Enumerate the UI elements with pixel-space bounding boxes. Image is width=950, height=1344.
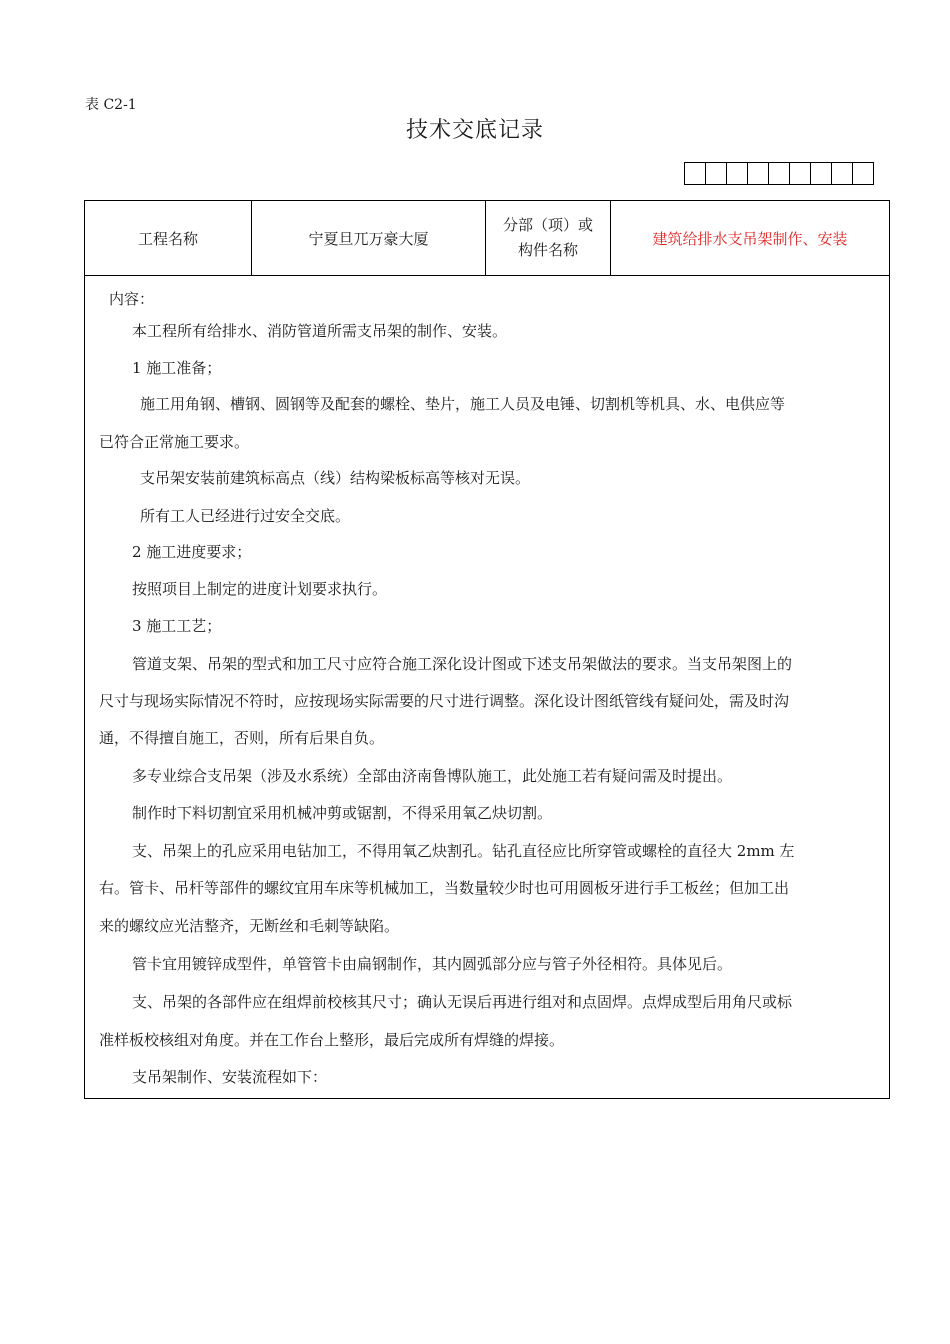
form-code: 表 C2-1 (85, 97, 137, 113)
content-line: 通，不得擅自施工，否则，所有后果自负。 (99, 729, 385, 747)
part-label (486, 201, 611, 275)
content-line: 所有工人已经进行过安全交底。 (140, 507, 351, 525)
content-line: 管道支架、吊架的型式和加工尺寸应符合施工深化设计图或下述支吊架做法的要求。当支吊架图上的 (132, 655, 793, 673)
content-line: 2 施工进度要求； (132, 543, 252, 561)
record-table (84, 200, 890, 1099)
content-line: 支、吊架上的孔应采用电钻加工，不得用氧乙炔割孔。钻孔直径应比所穿管或螺栓的直径大 2mm 左 (132, 842, 795, 860)
content-line: 多专业综合支吊架（涉及水系统）全部由济南鲁博队施工，此处施工若有疑问需及时提出。 (132, 767, 733, 785)
header-row (85, 201, 889, 276)
project-name-label: 工程名称 (85, 201, 252, 275)
content-line: 支、吊架的各部件应在组焊前校核其尺寸；确认无误后再进行组对和点固焊。点焊成型后用角尺或标 (132, 993, 793, 1011)
record-number-boxes (684, 162, 874, 185)
content-line: 支吊架制作、安装流程如下： (132, 1068, 328, 1086)
content-line: 制作时下料切割宜采用机械冲剪或锯割，不得采用氧乙炔切割。 (132, 804, 553, 822)
number-box (705, 162, 727, 185)
part-label-line-1: 分部（项）或 (502, 216, 593, 234)
document-title: 技术交底记录 (405, 118, 544, 143)
number-box (810, 162, 832, 185)
content-line: 施工用角钢、槽钢、圆钢等及配套的螺栓、垫片，施工人员及电锤、切割机等机具、水、电供应等 (140, 395, 786, 413)
number-box (726, 162, 748, 185)
content-label: 内容： (109, 290, 155, 308)
content-line: 3 施工工艺； (132, 617, 222, 635)
number-box (684, 162, 706, 185)
content-line: 已符合正常施工要求。 (99, 433, 250, 451)
content-line: 本工程所有给排水、消防管道所需支吊架的制作、安装。 (132, 322, 508, 340)
content-line: 尺寸与现场实际情况不符时，应按现场实际需要的尺寸进行调整。深化设计图纸管线有疑问处，需及时沟 (99, 692, 790, 710)
content-line: 右。管卡、吊杆等部件的螺纹宜用车床等机械加工，当数量较少时也可用圆板牙进行手工板丝；但加工出 (99, 879, 790, 897)
number-box (768, 162, 790, 185)
part-label-line-2: 构件名称 (517, 241, 578, 259)
project-name-value: 宁夏旦兀万豪大厦 (252, 201, 486, 275)
part-value: 建筑给排水支吊架制作、安装 (652, 229, 848, 248)
number-box (747, 162, 769, 185)
number-box (831, 162, 853, 185)
content-line: 1 施工准备； (132, 359, 222, 377)
content-line: 管卡宜用镀锌成型件，单管管卡由扁钢制作，其内圆弧部分应与管子外径相符。具体见后。 (132, 955, 733, 973)
content-line: 支吊架安装前建筑标高点（线）结构梁板标高等核对无误。 (140, 469, 531, 487)
content-line: 准样板校核组对角度。并在工作台上整形，最后完成所有焊缝的焊接。 (99, 1031, 565, 1049)
content-line: 来的螺纹应光洁整齐，无断丝和毛刺等缺陷。 (99, 917, 400, 935)
number-box (852, 162, 874, 185)
number-box (789, 162, 811, 185)
content-line: 按照项目上制定的进度计划要求执行。 (132, 580, 388, 598)
